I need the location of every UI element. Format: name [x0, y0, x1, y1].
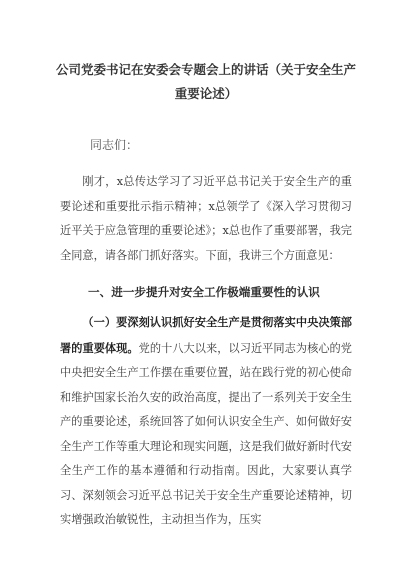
subheading-1-1: （一）要深刻认识抓好安全生产是贯彻落实中央决策部署的重要体现。 — [60, 315, 352, 355]
paragraph-body: 党的十八大以来，以习近平同志为核心的党中央把安全生产工作摆在重要位置，站在践行党的初心使命和维护国家长治久安的政治高度，提出了一系列关于安全生产的重要论述，系统回答了如何认识安全生产、如何做好安全生产工作等重大理论和现实问题，这是我们做好新时代安全生产工作的基本遵循和行动指南。因此，大家要认真学习、深刻领会习近平总书记关于安全生产重要论述精神，切实增强政治敏锐性，主动担当作为，压实 — [60, 341, 352, 526]
greeting: 同志们： — [90, 138, 139, 152]
section-heading-1: 一、进一步提升对安全工作极端重要性的认识 — [88, 285, 320, 299]
paragraph-intro: 刚才，x总传达学习了习近平总书记关于安全生产的重要论述和重要批示指示精神；x总领学了《深入学习贯彻习近平关于应急管理的重要论述》；x总也作了重要部署，我完全同意，请各部门抓好落实。下面，我讲三个方面意见： — [60, 175, 352, 262]
document-title: 公司党委书记在安委会专题会上的讲话（关于安全生产重要论述） — [56, 62, 357, 101]
paragraph-section-1-1 — [60, 310, 352, 533]
